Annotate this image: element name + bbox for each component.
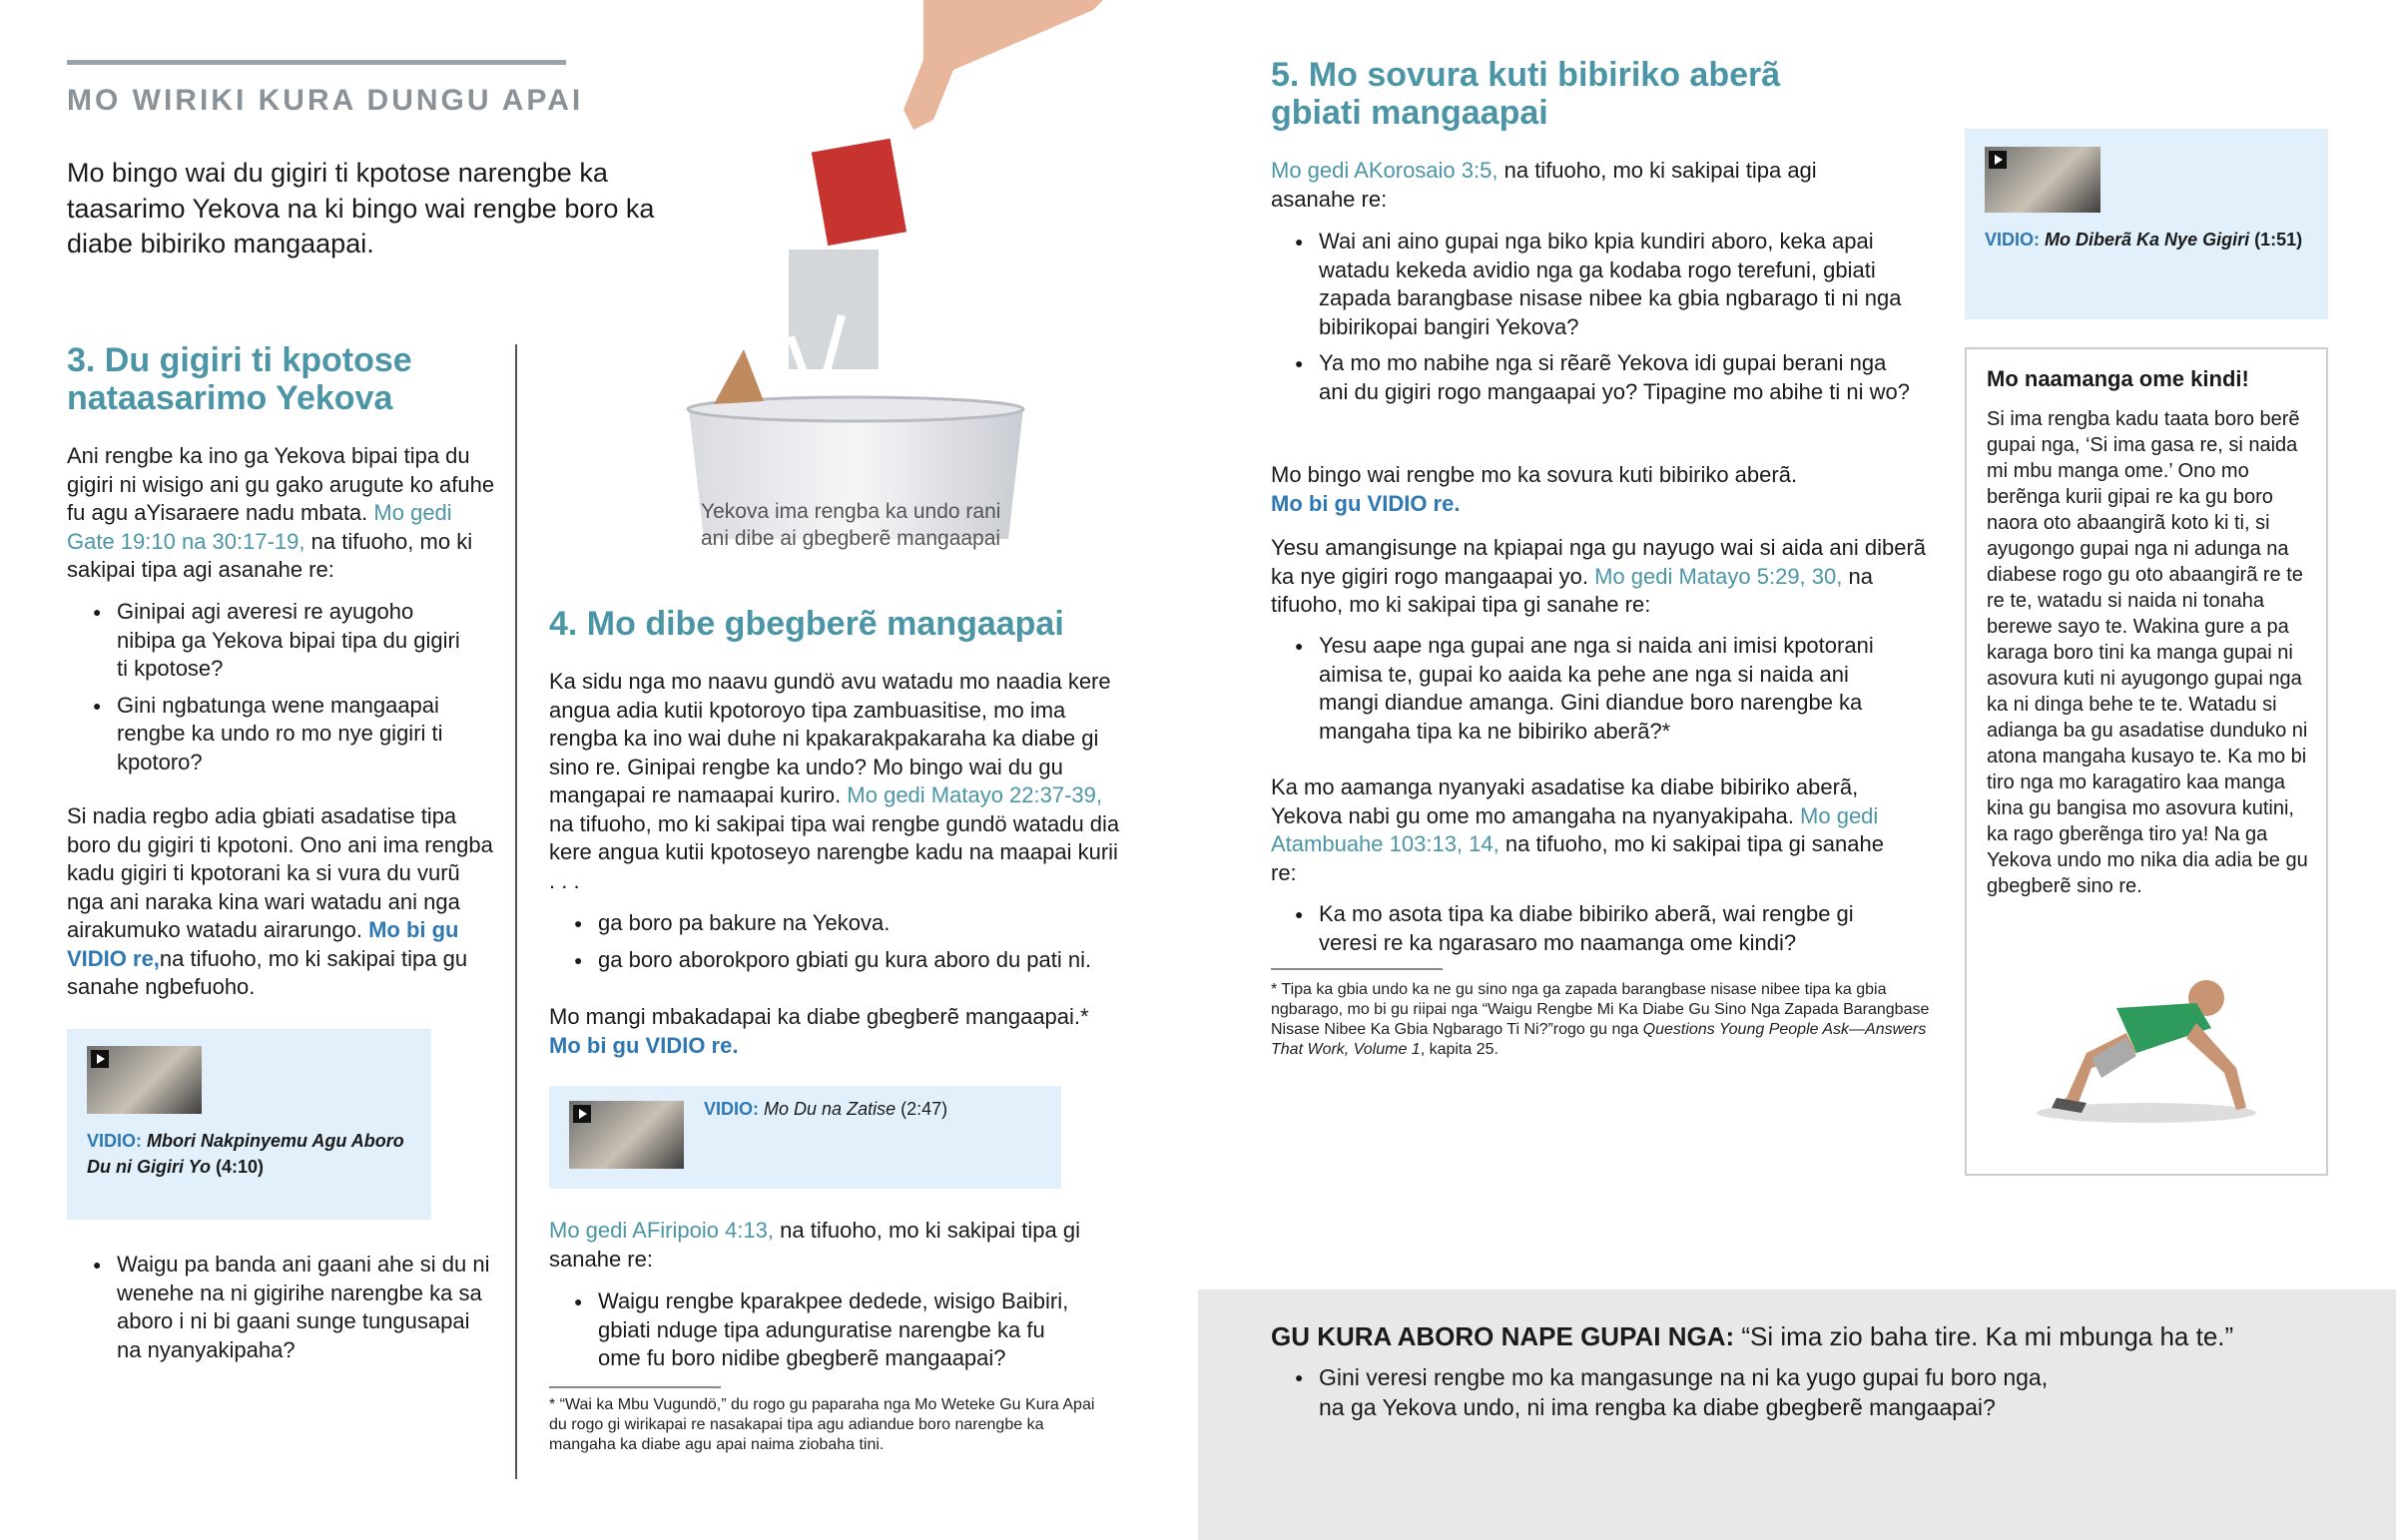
scripture-ref[interactable]: Mo gedi Gate 19:10 na 30:17-19, (67, 500, 452, 554)
list-item: ● Yesu aape nga gupai ane nga si naida ani imisi kpotorani aimisa te, gupai ko aaida ka pehe ane nga si naida ani mangi diandue amanga. Gini diandue boro narengbe ka mangaha tipa ka ne bibiriko aberã?* (1295, 632, 1914, 746)
sidebar-body: Si ima rengba kadu taata boro berẽ gupai nga, ‘Si ima gasa re, si naida mi mbu manga ome.’ Ono mo berẽnga kurii gipai re ka gu boro naora oto abaangirã koto ki ti, si ayugongo gupai nga ni adunga na diabese rogo gu oto abaangirã re te re te, watadu si naida ni tonaha berewe sayo te. Wakina gure a pa karaga boro tini ka manga gupai ni asovura kuti ni ayugongo gupai nga ka ni dinga behe te te. Watadu si adianga ba gu asadatise dunduko ni atona mangaha kusayo te. Ka mo bi tiro nga mo karagatiro kaa manga kina gu bangisa mo asovura kutini, ka rago gberẽnga tiro ya! Na ga Yekova undo mo nika dia adia be gu gbegberẽ sino re. (1987, 408, 2308, 897)
list-item: ● ga boro aborokporo gbiati gu kura aboro du pati ni. (574, 946, 1133, 975)
list-item: ● Ka mo asota tipa ka diabe bibiriko aberã, wai rengbe gi veresi re ka ngarasaro mo naamanga ome kindi? (1295, 900, 1894, 957)
footnote: * “Wai ka Mbu Vugundö,” du rogo gu paparaha nga Mo Weteke Gu Kura Apai du rogo gi wirikapai re nasakapai tipa agu adiandue boro narengbe ka mangaha ka diabe agu apai naima ziobaha tini. (549, 1396, 1095, 1453)
section-3-heading: 3. Du gigiri ti kpotose nataasarimo Yekova (67, 341, 412, 417)
list-item: ● Waigu rengbe kparakpee dedede, wisigo Baibiri, gbiati nduge tipa adunguratise narengbe ka fu ome fu boro nidibe gbegberẽ mangaapai? (574, 1287, 1093, 1373)
bottom-heading-line (1271, 1319, 2369, 1353)
bottom-panel (1198, 1289, 2396, 1540)
sidebar-title: Mo naamanga ome kindi! (1987, 366, 2249, 391)
footnote-rule (1271, 968, 1443, 970)
scripture-ref[interactable]: Mo gedi AFiripoio 4:13, (549, 1218, 775, 1243)
video-link[interactable]: Mo bi gu VIDIO re. (1271, 490, 1461, 516)
trash-illustration (624, 0, 1103, 559)
bottom-quote: “Si ima zio baha tire. Ka mi mbunga ha te.” (1741, 1321, 2234, 1351)
section-5-para-2: Mo bingo wai rengbe mo ka sovura kuti bibiriko aberã. Mo bi gu VIDIO re. (1271, 462, 1798, 516)
bottom-heading: GU KURA ABORO NAPE GUPAI NGA: (1271, 1321, 1735, 1351)
section-5-bullets-1 (1295, 228, 1914, 414)
video-caption: VIDIO: Mbori Nakpinyemu Agu Aboro Du ni Gigiri Yo (4:10) (87, 1131, 404, 1177)
section-4-bullets (574, 909, 1133, 982)
section-3-para-1: Ani rengbe ka ino ga Yekova bipai tipa du gigiri ni wisigo ani gu gako arugute ko afuhe fu agu aYisaraere nadu mbata. Mo gedi Gate 19:10 na 30:17-19, na tifuoho, mo ki sakipai tipa agi asanahe re: (67, 443, 495, 582)
section-4-para-1: Ka sidu nga mo naavu gundö avu watadu mo naadia kere angua adia kutii kpotoroyo tipa zambuasitise, mo ima rengba ka ino wai duhe ni kpakarakpakaraha ka diabe gi sino re. Ginipai rengbe ka undo? Mo bingo wai du gu mangapai re namaapai kuriro. Mo gedi Matayo 22:37-39, na tifuoho, mo ki sakipai tipa wai rengbe gundö watadu dia kere angua kutii kpotoseyo narengbe kadu na maapai kurii . . . (549, 669, 1120, 893)
video-caption: VIDIO: Mo Du na Zatise (2:47) (704, 1099, 948, 1119)
scripture-ref[interactable]: Mo gedi Matayo 5:29, 30, (1594, 563, 1843, 589)
scripture-ref[interactable]: Mo gedi Matayo 22:37-39, (847, 782, 1103, 807)
video-link[interactable]: Mo bi gu VIDIO re. (549, 1032, 739, 1058)
section-5-bullets-4 (1295, 900, 1894, 965)
footnote: * Tipa ka gbia undo ka ne gu sino nga ga zapada barangbase nisase nibee tipa ka gbia ngbarago, mo bi gu riipai nga “Waigu Rengbe Mi Ka Diabe Gu Sino Nga Zapada Barangbase Nisase Nibee Ka Gbia Ngbarago Ti Ni?”rogo gu nga Questions Young People Ask—Answers That Work, Volume 1, kapita 25. (1271, 981, 1930, 1058)
section-label: MO WIRIKI KURA DUNGU APAI (67, 84, 584, 117)
play-icon[interactable] (573, 1105, 591, 1123)
pack-icon (812, 139, 906, 246)
video-card[interactable] (549, 1086, 1061, 1189)
list-item: ● Wai ani aino gupai nga biko kpia kundiri aboro, keka apai watadu kekeda avidio nga ga kodaba rogo terefuni, gbiati zapada barangbase nisase nibee ka gbia ngbarago ti ni nga bibirikopai bangiri Yekova? (1295, 228, 1914, 341)
section-rule (67, 60, 566, 65)
runner-illustration (1997, 958, 2286, 1128)
column-divider (515, 344, 517, 1479)
intro-text: Mo bingo wai du gigiri ti kpotose narengbe ka taasarimo Yekova na ki bingo wai rengbe boro ka diabe bibiriko mangaapai. (67, 158, 655, 258)
video-thumbnail[interactable] (87, 1046, 202, 1114)
section-4-bullets-3 (574, 1287, 1093, 1381)
section-3-bullets-after (93, 1251, 492, 1372)
video-link[interactable]: Mo bi gu VIDIO re, (67, 917, 459, 971)
section-4-heading: 4. Mo dibe gbegberẽ mangaapai (549, 605, 1064, 643)
list-item: ● Gini ngbatunga wene mangaapai rengbe ka undo ro mo nye gigiri ti kpotoro? (93, 692, 472, 777)
play-icon[interactable] (1989, 151, 2007, 169)
section-5-para-4: Ka mo aamanga nyanyaki asadatise ka diabe bibiriko aberã, Yekova nabi gu ome mo amangaha na nyanyakipaha. Mo gedi Atambuahe 103:13, 14, na tifuoho, mo ki sakipai tipa gi sanahe re: (1271, 774, 1884, 885)
sidebar-box (1965, 347, 2328, 1176)
section-4-para-3: Mo gedi AFiripoio 4:13, na tifuoho, mo ki sakipai tipa gi sanahe re: (549, 1218, 1080, 1272)
video-card[interactable] (67, 1029, 431, 1220)
section-5-para-3: Yesu amangisunge na kpiapai nga gu nayugo wai si aida ani diberã ka nye gigiri rogo mangaapai yo. Mo gedi Matayo 5:29, 30, na tifuoho, mo ki sakipai tipa gi sanahe re: (1271, 535, 1927, 617)
section-5-para-1: Mo gedi AKorosaio 3:5, na tifuoho, mo ki sakipai tipa agi asanahe re: (1271, 158, 1817, 212)
list-item: ● ga boro pa bakure na Yekova. (574, 909, 1133, 938)
section-4-para-2: Mo mangi mbakadapai ka diabe gbegberẽ mangaapai.* Mo bi gu VIDIO re. (549, 1004, 1089, 1058)
video-caption: VIDIO: Mo Diberã Ka Nye Gigiri (1:51) (1985, 230, 2303, 250)
video-thumbnail[interactable] (1985, 147, 2100, 213)
video-thumbnail[interactable] (569, 1101, 684, 1169)
section-5-bullets-3 (1295, 632, 1914, 754)
list-item: ● Waigu pa banda ani gaani ahe si du ni wenehe na ni gigirihe narengbe ka sa aboro i ni bi gaani sunge tungusapai na nyanyakipaha? (93, 1251, 492, 1364)
list-item: ● Ginipai agi averesi re ayugoho nibipa ga Yekova bipai tipa du gigiri ti kpotose? (93, 598, 472, 684)
section-3-para-2: Si nadia regbo adia gbiati asadatise tipa boro du gigiri ti kpotoni. Ono ani ima rengba kadu gigiri ti kpotorani ka si vura du vurũ nga ani naraka kina wari watadu ani nga airakumuko watadu airarungo. Mo bi gu VIDIO re,na tifuoho, mo ki sakipai tipa gu sanahe ngbefuoho. (67, 803, 493, 999)
list-item: ● Ya mo mo nabihe nga si rẽarẽ Yekova idi gupai berani nga ani du gigiri rogo mangaapai yo? Tipagine mo abihe ti ni wo? (1295, 349, 1914, 406)
play-icon[interactable] (91, 1050, 109, 1068)
image-caption: Yekova ima rengba ka undo rani ani dibe ai gbegberẽ mangaapai (701, 500, 1001, 550)
scripture-ref[interactable]: Mo gedi AKorosaio 3:5, (1271, 158, 1498, 183)
video-card[interactable] (1965, 129, 2328, 319)
bottom-bullets (1295, 1363, 2054, 1430)
section-5-heading: 5. Mo sovura kuti bibiriko aberã gbiati mangaapai (1271, 56, 1781, 132)
section-3-bullets (93, 598, 472, 784)
list-item: ● Gini veresi rengbe mo ka mangasunge na ni ka yugo gupai fu boro nga, na ga Yekova undo, ni ima rengba ka diabe gbegberẽ mangaapai? (1295, 1363, 2054, 1422)
scripture-ref[interactable]: Mo gedi Atambuahe 103:13, 14, (1271, 802, 1879, 856)
hand-icon (903, 0, 1103, 130)
footnote-rule (549, 1386, 721, 1388)
